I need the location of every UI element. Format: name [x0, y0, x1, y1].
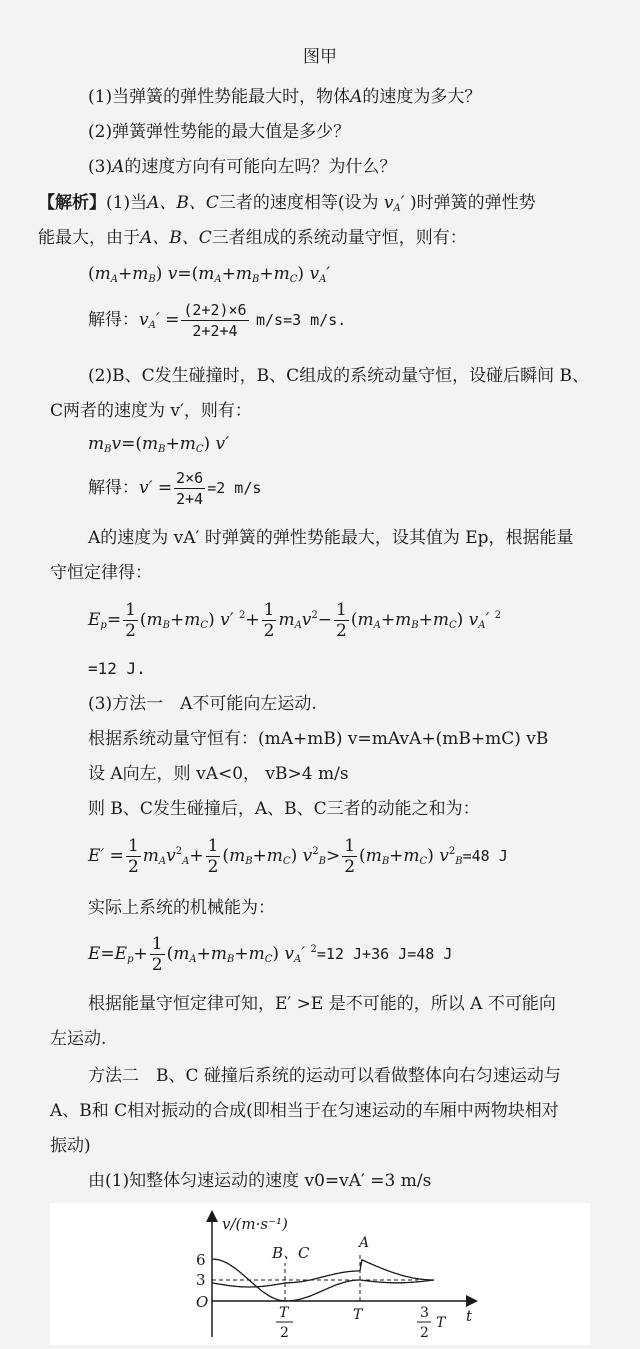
equation-solve-2: 解得：v′ = $\frac{2\times 6}{2+4}$ =2 m/s	[88, 469, 262, 508]
curve-label-bc: B、C	[272, 1244, 310, 1262]
method-2-line-1: 方法二 B、C 碰撞后系统的运动可以看做整体向右匀速运动与	[88, 1066, 561, 1086]
result-energy-1: =12 J.	[88, 659, 146, 678]
method-2-line-3: 振动)	[50, 1136, 91, 1156]
analysis-paragraph-2: (2)B、C发生碰撞时，B、C组成的系统动量守恒，设碰后瞬间 B、	[88, 366, 589, 386]
velocity-graph-svg	[50, 1203, 590, 1345]
equation-kinetic-sum: E′ = $\frac{1}{2}$ $m_Av^2_A+$ $\frac{1}{2}$ $(m_B+m_C)$ $v^2_B>$ $\frac{1}{2}$ $(m_B+m_C)$ $v^2_B=48$ J	[88, 836, 508, 877]
equation-energy-1: $E_p=$ $\frac{1}{2}$ $(m_B+m_C)$ v′ $^2$+ $\frac{1}{2}$ $m_Av^2-$ $\frac{1}{2}$ $(m_A+m_B+m_C)$ $v_A'$ $^2$	[88, 600, 502, 641]
analysis-paragraph-3-cont: 守恒定律得：	[50, 563, 152, 583]
figure-caption: 图甲	[303, 47, 337, 67]
curve-bc	[212, 1259, 434, 1301]
x-tick-half-period-den: 2	[280, 1325, 289, 1341]
x-tick-period: T	[353, 1307, 363, 1323]
y-tick-6: 6	[196, 1251, 206, 1269]
analysis-paragraph-1-cont: 能最大，由于A、B、C三者组成的系统动量守恒，则有：	[38, 228, 467, 248]
method-1-mechanical: 实际上系统的机械能为：	[88, 898, 275, 918]
equation-momentum-1: $(m_A+m_B)$ $v=(m_A+m_B+m_C)$ $v_A'$	[88, 264, 331, 285]
fraction-1: $\frac{(2+2)\times 6}{2+2+4}$	[183, 301, 247, 340]
origin-label: O	[196, 1293, 209, 1311]
x-axis-label: t	[466, 1307, 473, 1325]
x-tick-three-half-t: T	[436, 1315, 446, 1331]
x-tick-three-half-num: 3	[420, 1305, 429, 1321]
method-1-assume: 设 A向左，则 vA<0， vB>4 m/s	[88, 764, 349, 784]
velocity-time-graph	[50, 1203, 590, 1345]
equation-momentum-2: $m_Bv=(m_B+m_C)$ v′	[88, 434, 230, 455]
y-axis-label: v/(m·s⁻¹)	[222, 1215, 288, 1233]
method-1-conclusion-cont: 左运动.	[50, 1029, 107, 1049]
x-tick-three-half-den: 2	[420, 1325, 429, 1341]
method-1-kinetic: 则 B、C发生碰撞后，A、B、C三者的动能之和为：	[88, 799, 480, 819]
y-tick-3: 3	[196, 1271, 206, 1289]
curve-label-a: A	[359, 1235, 370, 1251]
method-1-title: (3)方法一 A不可能向左运动.	[88, 694, 317, 714]
method-1-momentum: 根据系统动量守恒有：(mA+mB) v=mAvA+(mB+mC) vB	[88, 729, 549, 749]
method-1-conclusion: 根据能量守恒定律可知，E′ >E 是不可能的，所以 A 不可能向	[88, 994, 556, 1014]
equation-mechanical: $E=E_p+$ $\frac{1}{2}$ $(m_A+m_B+m_C)$ $v_A'$ $^2$=12 J+36 J=48 J	[88, 934, 453, 975]
method-2-line-4: 由(1)知整体匀速运动的速度 v0=vA′ =3 m/s	[88, 1171, 432, 1191]
x-tick-half-period-num: T	[279, 1305, 289, 1321]
question-1: (1)当弹簧的弹性势能最大时，物体A的速度为多大？	[88, 87, 482, 107]
question-2: (2)弹簧弹性势能的最大值是多少？	[88, 122, 351, 142]
analysis-paragraph-1: 【解析】(1)当A、B、C三者的速度相等(设为 $v_A'$ )时弹簧的弹性势	[38, 193, 536, 214]
equation-solve-1: 解得：$v_A'$ = $\frac{(2+2)\times 6}{2+2+4}$ m/s=3 m/s.	[88, 301, 347, 340]
question-3: (3)A的速度方向有可能向左吗？为什么？	[88, 157, 397, 177]
analysis-paragraph-3: A的速度为 vA′ 时弹簧的弹性势能最大，设其值为 Ep，根据能量	[88, 528, 574, 548]
analysis-paragraph-2-cont: C两者的速度为 v′，则有：	[50, 401, 252, 421]
fraction-2: $\frac{2\times 6}{2+4}$	[176, 469, 204, 508]
method-2-line-2: A、B和 C相对振动的合成(即相当于在匀速运动的车厢中两物块相对	[50, 1101, 559, 1121]
